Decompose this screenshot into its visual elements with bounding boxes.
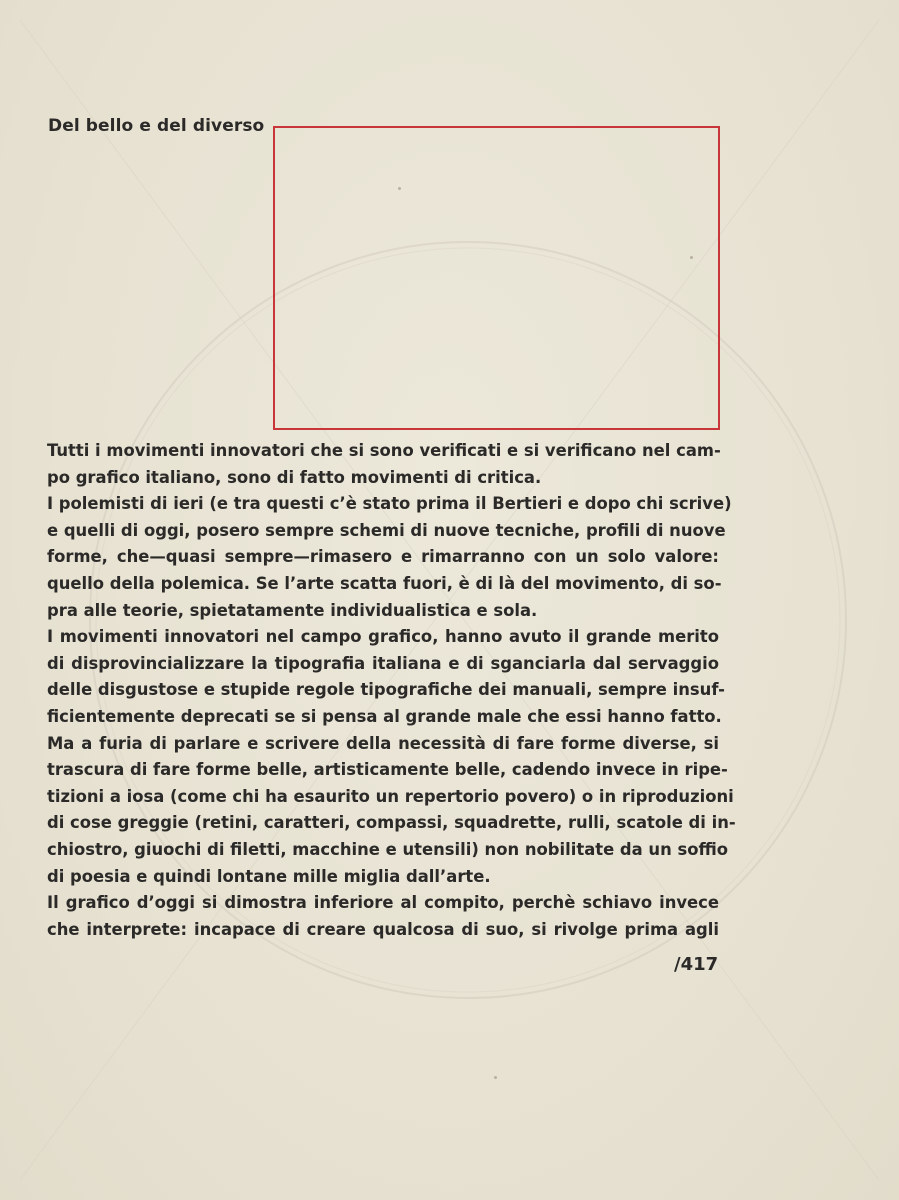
text-line: ficientemente deprecati se si pensa al grande male che essi hanno fatto. <box>47 706 722 726</box>
text-line: delle disgustose e stupide regole tipografiche dei manuali, sempre insuf- <box>47 680 725 700</box>
text-line: di poesia e quindi lontane mille miglia dall’arte. <box>47 866 491 886</box>
text-line: I movimenti innovatori nel campo grafico, hanno avuto il grande merito <box>47 627 719 647</box>
text-line: chiostro, giuochi di filetti, macchine e utensili) non nobilitate da un soffio <box>47 839 729 859</box>
text-line: Il grafico d’oggi si dimostra inferiore al compito, perchè schiavo invece <box>47 893 719 913</box>
text-line: di disprovincializzare la tipografia italiana e di sganciarla dal servaggio <box>47 653 719 673</box>
section-title: Del bello e del diverso <box>48 116 265 136</box>
text-line: I polemisti di ieri (e tra questi c’è stato prima il Bertieri e dopo chi scrive) <box>47 494 732 514</box>
speck <box>690 256 693 259</box>
text-line: forme, che—quasi sempre—rimasero e rimarranno con un solo valore: <box>47 547 719 567</box>
text-line: po grafico italiano, sono di fatto movimenti di critica. <box>47 467 542 487</box>
text-line: e quelli di oggi, posero sempre schemi di nuove tecniche, profili di nuove <box>47 520 726 540</box>
text-line: Ma a furia di parlare e scrivere della necessità di fare forme diverse, si <box>47 733 719 753</box>
speck <box>494 1076 497 1079</box>
text-line: che interprete: incapace di creare qualcosa di suo, si rivolge prima agli <box>47 919 719 939</box>
speck <box>398 187 401 190</box>
text-line: pra alle teorie, spietatamente individualistica e sola. <box>47 600 538 620</box>
text-line: quello della polemica. Se l’arte scatta fuori, è di là del movimento, di so- <box>47 573 722 593</box>
text-line: trascura di fare forme belle, artisticamente belle, cadendo invece in ripe- <box>47 760 728 780</box>
text-line: di cose greggie (retini, caratteri, compassi, squadrette, rulli, scatole di in- <box>47 813 736 833</box>
text-line: tizioni a iosa (come chi ha esaurito un repertorio povero) o in riproduzioni <box>47 786 734 806</box>
body-text <box>47 438 736 943</box>
image-placeholder-frame <box>273 126 720 430</box>
text-line: Tutti i movimenti innovatori che si sono verificati e si verificano nel cam- <box>47 441 721 460</box>
page-number: /417 <box>674 954 719 975</box>
